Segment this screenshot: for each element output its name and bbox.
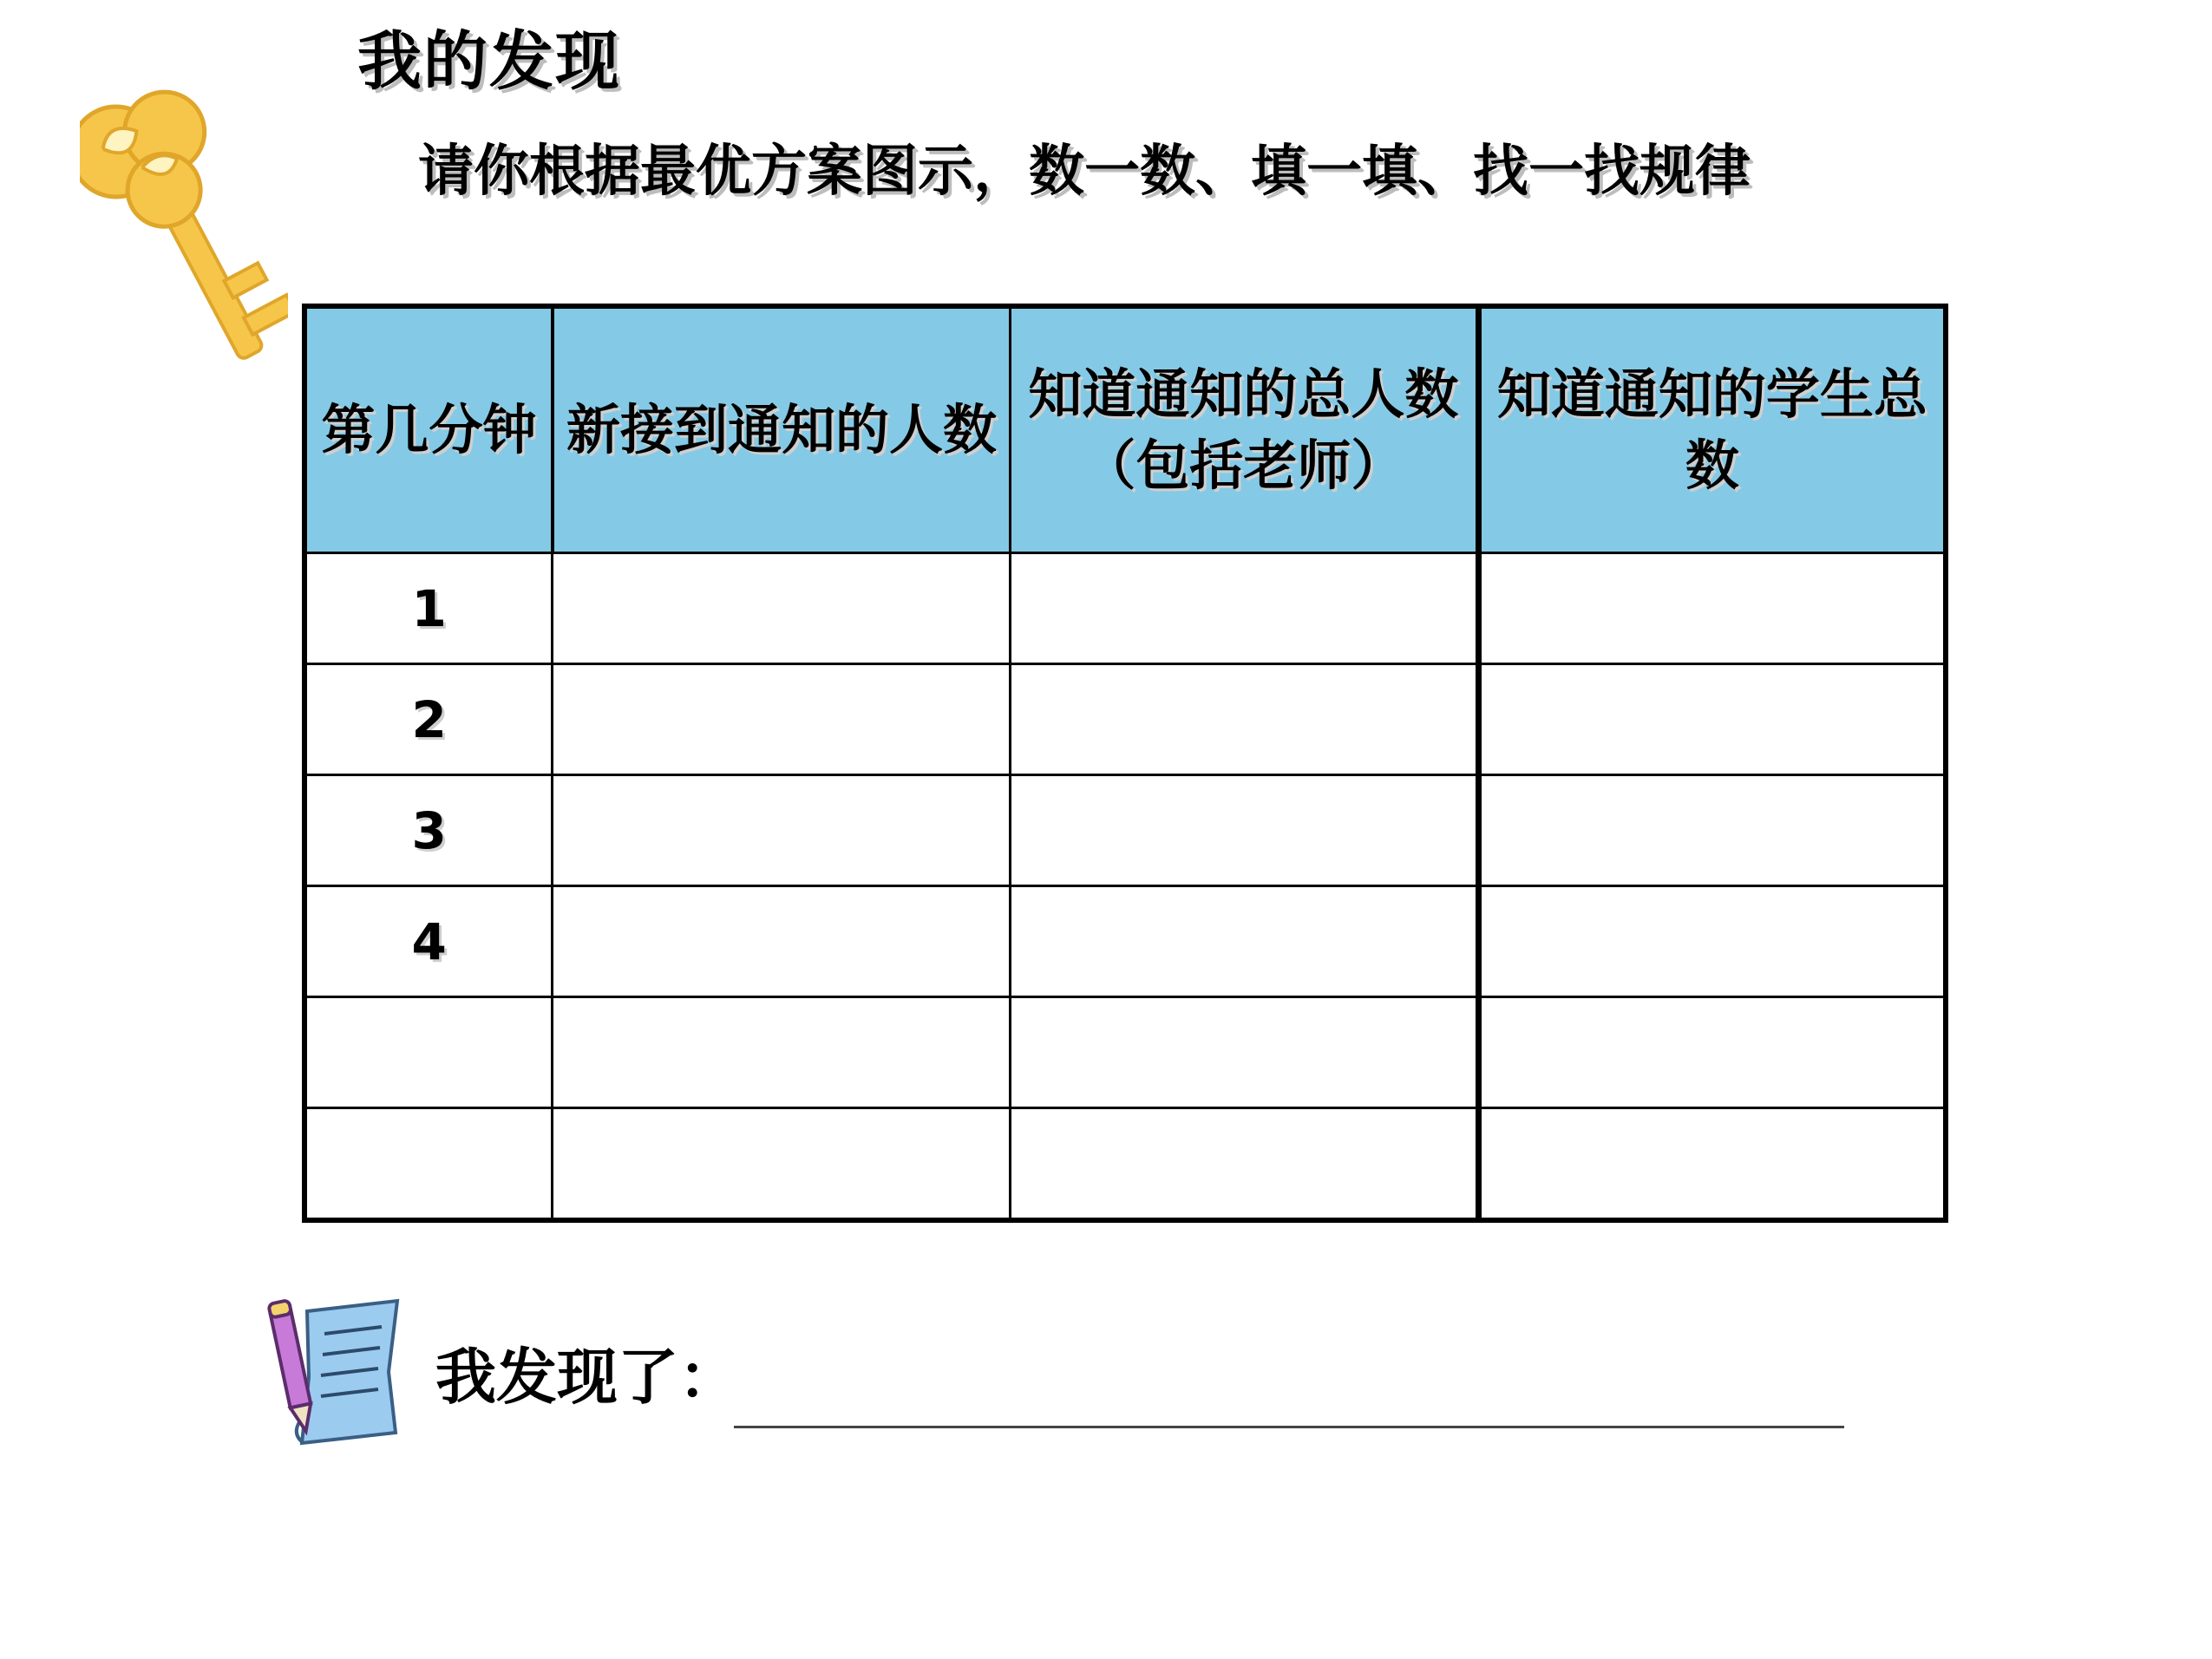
cell-minute: 1	[304, 553, 553, 664]
cell-total-notified[interactable]	[1011, 886, 1479, 997]
cell-minute: 2	[304, 664, 553, 775]
header-total-notified: 知道通知的总人数（包括老师）	[1011, 306, 1479, 553]
header-newly-notified: 新接到通知的人数	[553, 306, 1011, 553]
table-row	[304, 664, 1946, 775]
cell-total-notified[interactable]	[1011, 553, 1479, 664]
cell-minute: 4	[304, 886, 553, 997]
finding-label: 我发现了：	[435, 1341, 739, 1413]
cell-total-students[interactable]	[1478, 553, 1946, 664]
table-row	[304, 997, 1946, 1108]
cell-newly-notified[interactable]	[553, 553, 1011, 664]
cell-newly-notified[interactable]	[553, 886, 1011, 997]
header-total-students: 知道通知的学生总数	[1478, 306, 1946, 553]
cell-total-notified[interactable]	[1011, 664, 1479, 775]
memo-pencil-icon	[267, 1294, 408, 1450]
answer-line[interactable]	[734, 1426, 1844, 1428]
table-row	[304, 775, 1946, 886]
cell-total-notified[interactable]	[1011, 1108, 1479, 1221]
data-table	[302, 304, 1948, 1223]
cell-newly-notified[interactable]	[553, 664, 1011, 775]
cell-total-students[interactable]	[1478, 1108, 1946, 1221]
page-title: 我的发现	[357, 24, 621, 99]
cell-newly-notified[interactable]	[553, 1108, 1011, 1221]
cell-total-students[interactable]	[1478, 664, 1946, 775]
cell-total-students[interactable]	[1478, 775, 1946, 886]
table-header-row	[304, 306, 1946, 553]
instruction-text: 请你根据最优方案图示，数一数、填一填、找一找规律	[418, 140, 1751, 204]
table-row	[304, 553, 1946, 664]
cell-minute[interactable]	[304, 1108, 553, 1221]
cell-total-students[interactable]	[1478, 997, 1946, 1108]
table-row	[304, 886, 1946, 997]
cell-total-notified[interactable]	[1011, 997, 1479, 1108]
cell-minute[interactable]	[304, 997, 553, 1108]
cell-newly-notified[interactable]	[553, 775, 1011, 886]
key-icon	[80, 68, 288, 380]
cell-total-students[interactable]	[1478, 886, 1946, 997]
header-minute: 第几分钟	[304, 306, 553, 553]
cell-minute: 3	[304, 775, 553, 886]
cell-total-notified[interactable]	[1011, 775, 1479, 886]
table-row	[304, 1108, 1946, 1221]
cell-newly-notified[interactable]	[553, 997, 1011, 1108]
